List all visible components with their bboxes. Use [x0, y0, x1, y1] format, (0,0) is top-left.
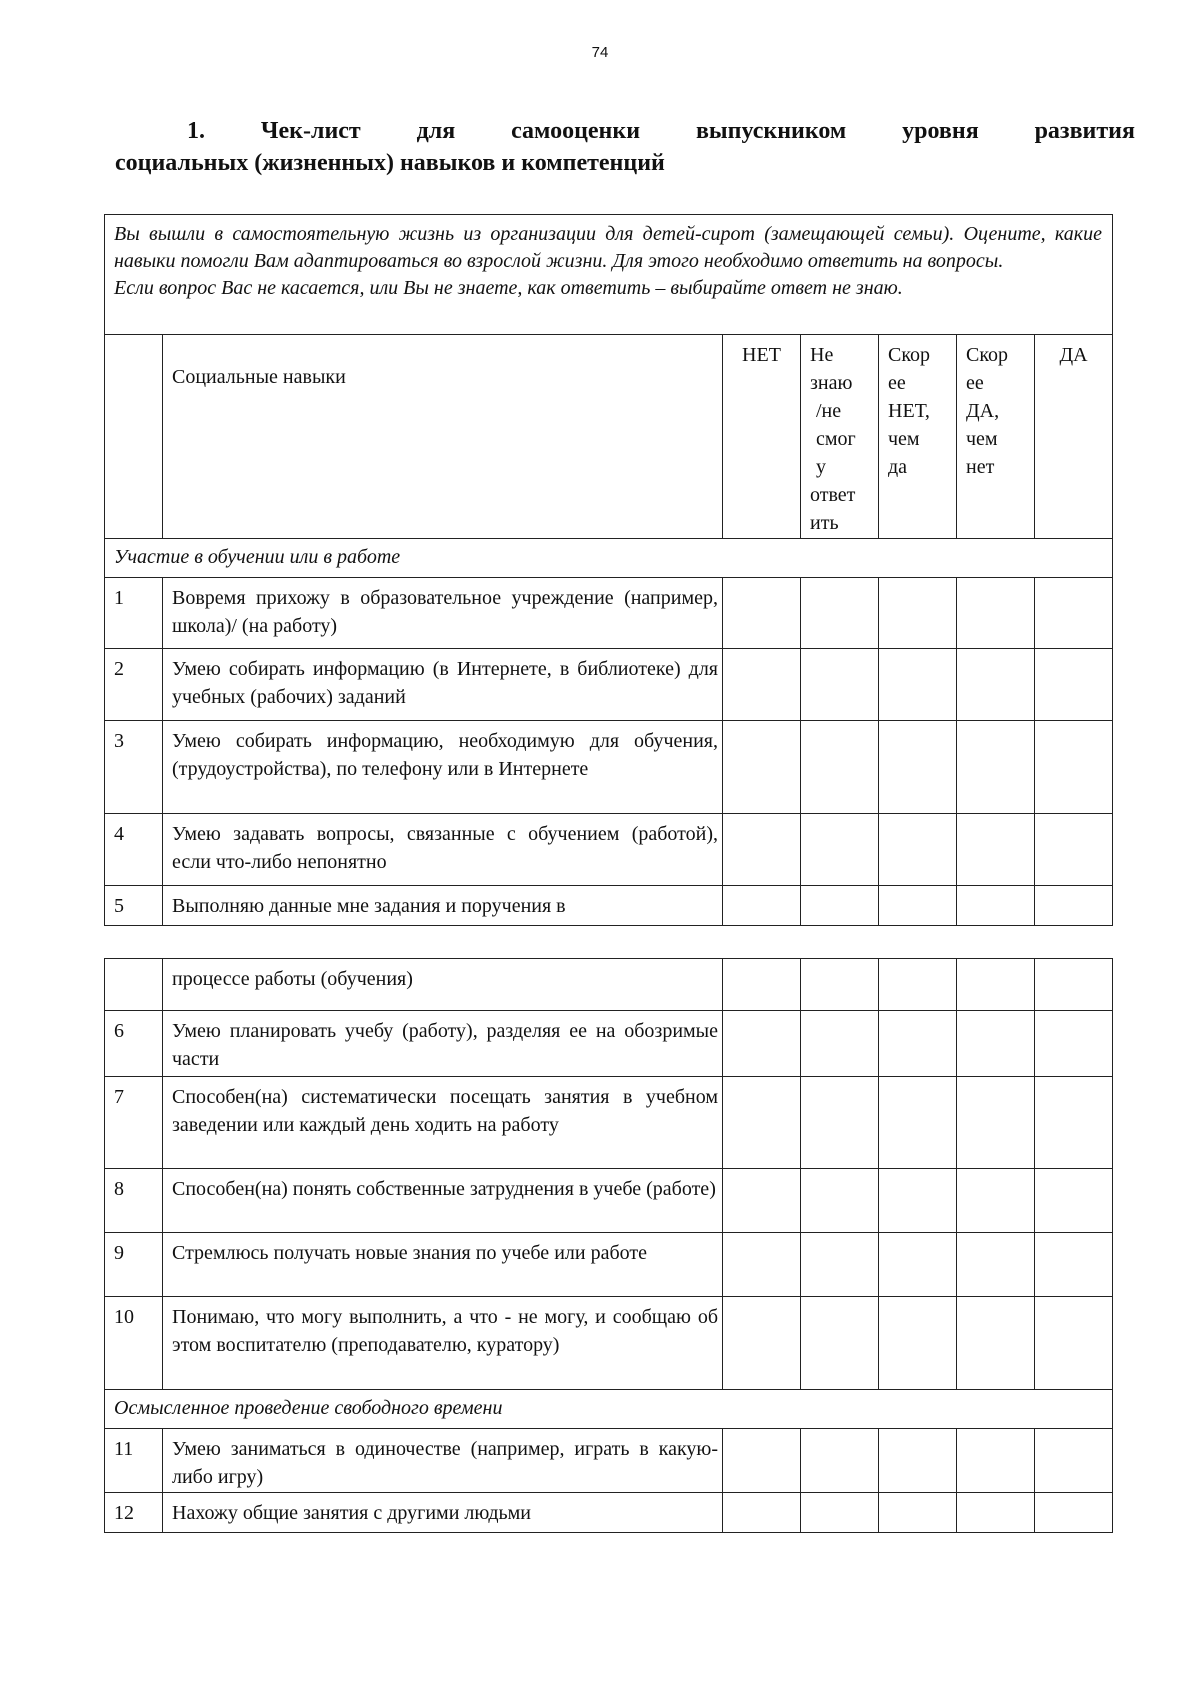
table-row [105, 1297, 1113, 1390]
row-number: 1 [105, 578, 163, 649]
answer-cell-dont-know[interactable] [801, 1077, 879, 1169]
header-skills: Социальные навыки [163, 335, 723, 539]
row-skill-text: Способен(на) систематически посещать занятия в учебном заведении или каждый день ходить на работу [163, 1077, 723, 1169]
answer-cell-yes[interactable] [1035, 1429, 1113, 1493]
answer-cell-rather-no[interactable] [879, 959, 957, 1011]
title-word: для [416, 118, 456, 144]
answer-cell-dont-know[interactable] [801, 721, 879, 814]
row-number: 4 [105, 814, 163, 886]
answer-cell-yes[interactable] [1035, 578, 1113, 649]
row-number: 2 [105, 649, 163, 721]
instructions-note: Если вопрос Вас не касается, или Вы не знаете, как ответить – выбирайте ответ не знаю. [114, 277, 903, 299]
answer-cell-dont-know[interactable] [801, 814, 879, 886]
row-number: 8 [105, 1169, 163, 1233]
answer-cell-rather-no[interactable] [879, 1297, 957, 1390]
answer-cell-rather-no[interactable] [879, 1011, 957, 1077]
row-number: 9 [105, 1233, 163, 1297]
title-word: выпускником [695, 118, 847, 144]
answer-cell-dont-know[interactable] [801, 1493, 879, 1533]
answer-cell-dont-know[interactable] [801, 886, 879, 926]
answer-cell-rather-yes[interactable] [957, 1493, 1035, 1533]
answer-cell-rather-no[interactable] [879, 578, 957, 649]
checklist-title [115, 115, 1135, 179]
answer-cell-yes[interactable] [1035, 649, 1113, 721]
title-number: 1. [187, 118, 205, 144]
table-row [105, 721, 1113, 814]
answer-cell-rather-yes[interactable] [957, 1297, 1035, 1390]
row-skill-text: Стремлюсь получать новые знания по учебе или работе [163, 1233, 723, 1297]
answer-cell-rather-yes[interactable] [957, 959, 1035, 1011]
page-number: 74 [591, 44, 609, 61]
row-number: 10 [105, 1297, 163, 1390]
answer-cell-rather-yes[interactable] [957, 886, 1035, 926]
answer-cell-yes[interactable] [1035, 886, 1113, 926]
row-skill-text: Умею заниматься в одиночестве (например, играть в какую-либо игру) [163, 1429, 723, 1493]
answer-cell-no[interactable] [723, 1011, 801, 1077]
answer-cell-no[interactable] [723, 1077, 801, 1169]
answer-cell-yes[interactable] [1035, 721, 1113, 814]
table-row [105, 959, 1113, 1011]
header-option-yes: ДА [1035, 335, 1113, 539]
answer-cell-no[interactable] [723, 649, 801, 721]
answer-cell-rather-yes[interactable] [957, 1233, 1035, 1297]
instructions [105, 215, 1113, 335]
row-skill-text: Способен(на) понять собственные затруднения в учебе (работе) [163, 1169, 723, 1233]
answer-cell-yes[interactable] [1035, 1077, 1113, 1169]
answer-cell-no[interactable] [723, 1429, 801, 1493]
answer-cell-rather-no[interactable] [879, 1429, 957, 1493]
checklist-table-part-1 [104, 214, 1113, 926]
answer-cell-rather-no[interactable] [879, 886, 957, 926]
table-row [105, 1169, 1113, 1233]
answer-cell-rather-yes[interactable] [957, 1011, 1035, 1077]
table-row [105, 649, 1113, 721]
header-option-dont-know: Не знаю /не смог у ответ ить [801, 335, 879, 539]
table-row [105, 814, 1113, 886]
row-skill-text: Умею задавать вопросы, связанные с обучением (работой), если что-либо непонятно [163, 814, 723, 886]
answer-cell-rather-yes[interactable] [957, 721, 1035, 814]
row-number: 12 [105, 1493, 163, 1533]
row-number: 3 [105, 721, 163, 814]
answer-cell-no[interactable] [723, 1169, 801, 1233]
answer-cell-yes[interactable] [1035, 1011, 1113, 1077]
answer-cell-no[interactable] [723, 1297, 801, 1390]
answer-cell-yes[interactable] [1035, 814, 1113, 886]
header-option-no: НЕТ [723, 335, 801, 539]
table-row [105, 1429, 1113, 1493]
answer-cell-dont-know[interactable] [801, 1297, 879, 1390]
answer-cell-dont-know[interactable] [801, 578, 879, 649]
answer-cell-dont-know[interactable] [801, 649, 879, 721]
title-word: развития [1034, 118, 1135, 144]
row-skill-text: Умею планировать учебу (работу), разделяя ее на обозримые части [163, 1011, 723, 1077]
answer-cell-yes[interactable] [1035, 959, 1113, 1011]
answer-cell-rather-no[interactable] [879, 814, 957, 886]
row-number [105, 959, 163, 1011]
answer-cell-yes[interactable] [1035, 1297, 1113, 1390]
header-option-rather-no: Скор ее НЕТ, чем да [879, 335, 957, 539]
answer-cell-rather-no[interactable] [879, 1233, 957, 1297]
answer-cell-dont-know[interactable] [801, 1429, 879, 1493]
answer-cell-no[interactable] [723, 721, 801, 814]
row-number: 6 [105, 1011, 163, 1077]
row-skill-text: Умею собирать информацию, необходимую для обучения, (трудоустройства), по телефону или в Интернете [163, 721, 723, 814]
title-line-1 [115, 115, 1135, 147]
header-option-rather-yes: Скор ее ДА, чем нет [957, 335, 1035, 539]
answer-cell-rather-yes[interactable] [957, 1169, 1035, 1233]
checklist-table-part-2 [104, 958, 1113, 1533]
answer-cell-no[interactable] [723, 1493, 801, 1533]
answer-cell-rather-yes[interactable] [957, 814, 1035, 886]
answer-cell-dont-know[interactable] [801, 959, 879, 1011]
answer-cell-rather-yes[interactable] [957, 649, 1035, 721]
row-number: 11 [105, 1429, 163, 1493]
row-skill-text: Понимаю, что могу выполнить, а что - не могу, и сообщаю об этом воспитателю (преподавателю, куратору) [163, 1297, 723, 1390]
answer-cell-rather-no[interactable] [879, 649, 957, 721]
table-row [105, 886, 1113, 926]
table-row [105, 1493, 1113, 1533]
instructions-text: Вы вышли в самостоятельную жизнь из организации для детей-сирот (замещающей семьи). Оцените, какие навыки помогли Вам адаптироваться во взрослой жизни. Для этого необходимо ответить на вопросы. [114, 223, 1103, 272]
answer-cell-rather-yes[interactable] [957, 578, 1035, 649]
row-skill-text: Вовремя прихожу в образовательное учреждение (например, школа)/ (на работу) [163, 578, 723, 649]
header-num-cell [105, 335, 163, 539]
row-number: 7 [105, 1077, 163, 1169]
row-skill-text: Выполняю данные мне задания и поручения в [163, 886, 723, 926]
answer-cell-dont-know[interactable] [801, 1169, 879, 1233]
section-heading: Участие в обучении или в работе [105, 539, 1113, 578]
answer-cell-rather-yes[interactable] [957, 1429, 1035, 1493]
title-word: самооценки [511, 118, 641, 144]
answer-cell-no[interactable] [723, 814, 801, 886]
answer-cell-rather-no[interactable] [879, 1077, 957, 1169]
row-skill-text: Умею собирать информацию (в Интернете, в библиотеке) для учебных (рабочих) заданий [163, 649, 723, 721]
answer-cell-no[interactable] [723, 578, 801, 649]
row-skill-text: Нахожу общие занятия с другими людьми [163, 1493, 723, 1533]
answer-cell-yes[interactable] [1035, 1493, 1113, 1533]
row-number: 5 [105, 886, 163, 926]
title-word: уровня [902, 118, 979, 144]
table-row [105, 578, 1113, 649]
answer-cell-yes[interactable] [1035, 1233, 1113, 1297]
answer-cell-no[interactable] [723, 886, 801, 926]
row-skill-text: процессе работы (обучения) [163, 959, 723, 1011]
answer-cell-dont-know[interactable] [801, 1011, 879, 1077]
table-row [105, 1011, 1113, 1077]
answer-cell-rather-no[interactable] [879, 721, 957, 814]
answer-cell-rather-no[interactable] [879, 1169, 957, 1233]
answer-cell-no[interactable] [723, 959, 801, 1011]
title-line-2: социальных (жизненных) навыков и компетенций [115, 150, 665, 176]
answer-cell-no[interactable] [723, 1233, 801, 1297]
answer-cell-yes[interactable] [1035, 1169, 1113, 1233]
answer-cell-rather-no[interactable] [879, 1493, 957, 1533]
answer-cell-dont-know[interactable] [801, 1233, 879, 1297]
table-row [105, 1233, 1113, 1297]
answer-cell-rather-yes[interactable] [957, 1077, 1035, 1169]
table-row [105, 1077, 1113, 1169]
section-heading: Осмысленное проведение свободного времени [105, 1390, 1113, 1429]
title-word: Чек-лист [260, 118, 361, 144]
